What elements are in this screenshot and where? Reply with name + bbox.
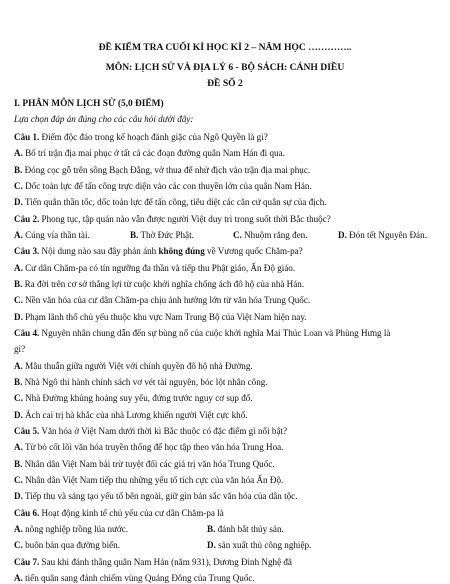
question-3-option-a: A. Cư dân Chăm-pa có tín ngưỡng đa thần và tiếp thu Phật giáo, Ấn Độ giáo. [14,262,296,273]
question-7-option-a: A. tiến quân sang đánh chiếm vùng Quảng Đông của Trung Quốc. [14,573,255,583]
question-3-option-b: B. Ra đời trên cơ sở thắng lợi từ cuộc khởi nghĩa chống ách đô hộ của nhà Hán. [14,279,305,289]
question-1 [14,131,268,143]
section-title: I. PHÂN MÔN LỊCH SỬ (5,0 ĐIỂM) [14,99,164,109]
question-5-option-a: A. Từ bỏ cốt lõi văn hóa truyền thống để học tập theo văn hóa Trung Hoa. [14,442,284,453]
question-4-option-b: B. Nhà Ngô thi hành chính sách vơ vét tài nguyên, bóc lột nhân công. [14,377,268,387]
question-text: Điểm độc đáo trong kế hoạch đánh giặc của Ngô Quyền là gì? [39,132,268,142]
question-1-option-b: B. Đóng cọc gỗ trên sông Bạch Đằng, vờ thua để nhử địch vào trận địa mai phục. [14,164,311,175]
question-4-continued: gì? [14,344,26,355]
question-2: Câu 2. Phong tục, tập quán nào vẫn được người Việt duy trì trong suốt thời Bắc thuộc? [14,213,331,224]
question-5: Câu 5. Văn hóa ở Việt Nam dưới thời kì Bắc thuộc có đặc điểm gì nổi bật? [14,426,288,436]
question-2-option-a: A. Cúng vía thần tài. [14,230,90,240]
question-4-option-d: D. Ách cai trị hà khắc của nhà Lương khiến người Việt cực khổ. [14,409,248,420]
question-5-option-b: B. Nhân dân Việt Nam bài trừ tuyệt đối các giá trị văn hóa Trung Quốc. [14,458,275,469]
question-1-option-a: A. Bố trí trận địa mai phục ở tất cả các đoạn đường quân Nam Hán đi qua. [14,148,285,159]
question-6-option-b: B. đánh bắt thủy sản. [207,524,284,534]
exam-title: ĐỀ KIỂM TRA CUỐI KÌ HỌC KÌ 2 – NĂM HỌC ………….. [98,42,352,53]
question-1-option-d: D. Tiến quân thần tốc, dốc toàn lực để tấn công, tiêu diệt các căn cứ quân sự của địch. [14,197,327,208]
exam-number: ĐỀ SỐ 2 [207,78,243,89]
emphasis-text: không đúng [158,246,205,257]
question-6-option-c: C. buôn bán qua đường biển. [14,540,120,551]
exam-subject: MÔN: LỊCH SỬ VÀ ĐỊA LÝ 6 - BỘ SÁCH: CÁNH DIỀU [105,62,345,73]
question-7: Câu 7. Sau khi đánh thắng quân Nam Hán (năm 931), Dương Đình Nghệ đã [14,556,292,567]
question-label: Câu 1. [14,132,40,142]
question-4: Câu 4. Nguyên nhân chung dẫn đến sự bùng nổ của cuộc khởi nghĩa Mai Thúc Loan và Phùng Hưng là [14,328,391,338]
question-2-option-b: B. Thờ Đức Phật. [130,230,194,240]
question-4-option-c: C. Nhà Đường khủng hoảng suy yếu, đứng trước nguy cơ sụp đổ. [14,393,253,404]
question-3-option-d: D. Phạm lãnh thổ chủ yếu thuộc khu vực Nam Trung Bộ của Việt Nam hiện nay. [14,311,307,322]
question-2-option-d: D. Đón tết Nguyên Đán. [338,230,427,240]
question-2-option-c: C. Nhuộm răng đen. [233,230,308,240]
question-3-option-c: C. Nền văn hóa của cư dân Chăm-pa chịu ảnh hưởng lớn từ văn hóa Trung Quốc. [14,295,311,306]
question-5-option-d: D. Tiếp thu và sáng tạo yếu tố bên ngoài, giữ gìn bản sắc văn hóa của dân tộc. [14,491,298,502]
question-6-option-a: A. nông nghiệp trồng lúa nước. [14,524,129,534]
question-1-option-c: C. Dốc toàn lực để tấn công trực diện vào các con thuyền lớn của quân Nam Hán. [14,181,312,191]
question-5-option-c: C. Nhân dân Việt Nam tiếp thu những yếu tố tích cực của văn hóa Ấn Độ. [14,475,284,485]
question-4-option-a: A. Mâu thuẫn giữa người Việt với chính quyền đô hộ nhà Đường. [14,360,253,371]
section-instruction: Lựa chọn đáp án đúng cho các câu hỏi dưới đây: [14,114,194,124]
question-3: Câu 3. Nội dung nào sau đây phản ánh không đúng về Vương quốc Chăm-pa? [14,246,303,257]
question-6-option-d: D. sản xuất thủ công nghiệp. [207,540,312,551]
question-6: Câu 6. Hoạt động kinh tế chủ yếu của cư dân Chăm-pa là [14,507,224,518]
